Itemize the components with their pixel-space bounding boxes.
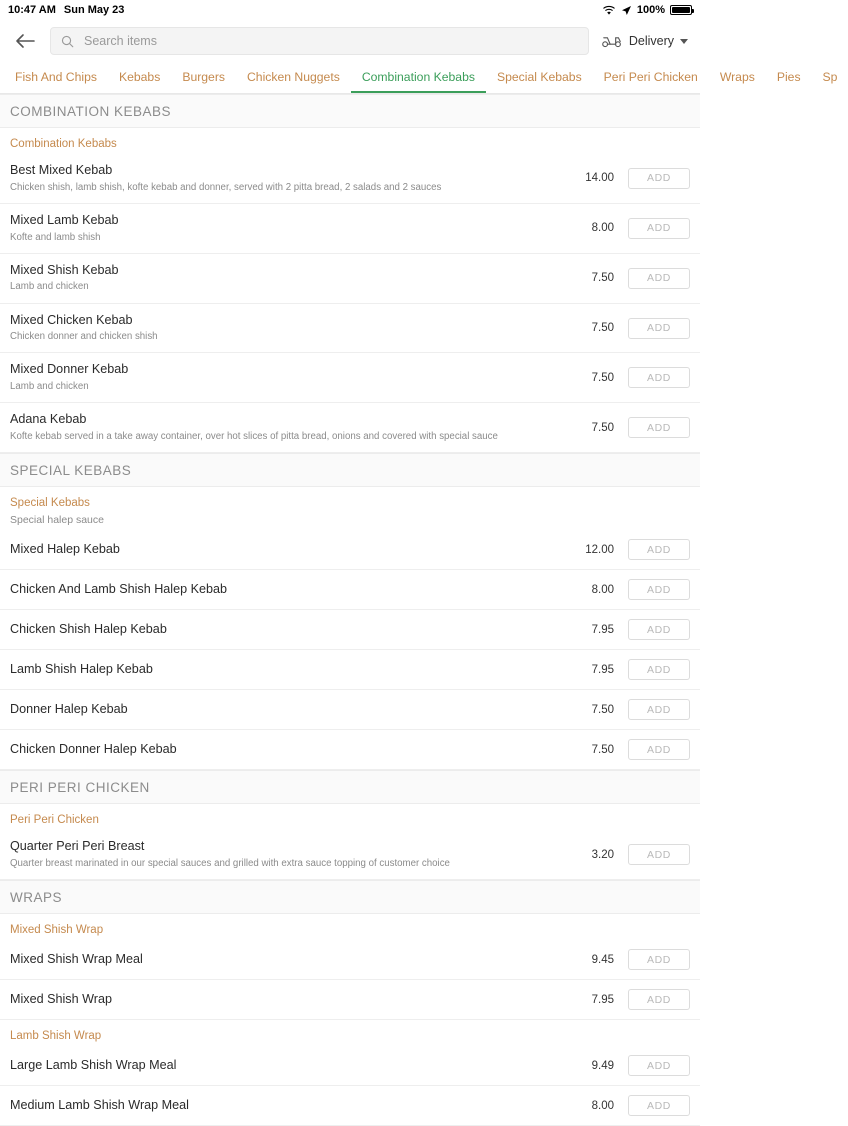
arrow-left-icon[interactable] <box>12 28 38 54</box>
tab-fish-and-chips[interactable]: Fish And Chips <box>15 69 97 84</box>
menu-item-name: Lamb Shish Halep Kebab <box>10 661 153 676</box>
tab-chicken-nuggets[interactable]: Chicken Nuggets <box>247 69 340 84</box>
menu-item-description: Kofte and lamb shish <box>10 231 101 243</box>
menu-item-description: Chicken shish, lamb shish, kofte kebab and donner, served with 2 pitta bread, 2 salads and 2 sauces <box>10 181 442 193</box>
add-item-button[interactable]: ADD <box>628 1055 690 1076</box>
menu-item-info <box>10 702 566 718</box>
tab-special-kebabs[interactable]: Special Kebabs <box>496 69 582 84</box>
menu-item-row[interactable] <box>0 353 700 403</box>
menu-item-price: 9.49 <box>591 1059 614 1072</box>
delivery-selector[interactable] <box>601 34 688 48</box>
menu-item-description: Quarter breast marinated in our special sauces and grilled with extra sauce topping of customer choice <box>10 857 450 869</box>
delivery-label: Delivery <box>628 34 674 48</box>
menu-item-name: Mixed Lamb Kebab <box>10 212 119 227</box>
add-item-button[interactable]: ADD <box>628 659 690 680</box>
tab-kebabs[interactable]: Kebabs <box>118 69 161 84</box>
tab-wraps[interactable]: Wraps <box>719 69 755 84</box>
chevron-down-icon <box>680 39 688 44</box>
menu-item-info <box>10 362 566 393</box>
menu-item-info <box>10 412 566 443</box>
menu-item-row[interactable] <box>0 254 700 304</box>
menu-item-price: 7.50 <box>591 371 614 384</box>
menu-item-row[interactable] <box>0 570 700 610</box>
search-header <box>0 20 700 62</box>
menu-item-name: Medium Lamb Shish Wrap Meal <box>10 1097 189 1112</box>
menu-item-row[interactable] <box>0 154 700 204</box>
menu-item-name: Adana Kebab <box>10 412 87 427</box>
add-item-button[interactable]: ADD <box>628 844 690 865</box>
menu-item-name: Large Lamb Shish Wrap Meal <box>10 1057 177 1072</box>
tab-peri-peri-chicken[interactable]: Peri Peri Chicken <box>603 69 698 84</box>
add-item-button[interactable]: ADD <box>628 318 690 339</box>
menu-item-info <box>10 313 566 344</box>
menu-item-info <box>10 1098 566 1114</box>
menu-item-info <box>10 1058 566 1074</box>
menu-item-row[interactable] <box>0 1046 700 1086</box>
menu-item-name: Mixed Shish Kebab <box>10 262 119 277</box>
tab-combination-kebabs[interactable]: Combination Kebabs <box>351 62 486 93</box>
search-box[interactable] <box>50 27 589 55</box>
menu-item-row[interactable] <box>0 1086 700 1126</box>
menu-item-price: 7.50 <box>591 743 614 756</box>
menu-item-name: Mixed Chicken Kebab <box>10 312 133 327</box>
menu-item-name: Chicken Donner Halep Kebab <box>10 741 177 756</box>
tab-burgers[interactable]: Burgers <box>182 69 225 84</box>
add-item-button[interactable]: ADD <box>628 539 690 560</box>
section-header: PERI PERI CHICKEN <box>0 770 700 804</box>
tab-sp[interactable]: Sp <box>822 69 838 84</box>
section-header: WRAPS <box>0 880 700 914</box>
moped-icon <box>601 34 623 48</box>
subsection-note: Special halep sauce <box>10 514 104 527</box>
search-input[interactable] <box>82 33 578 49</box>
menu-list[interactable] <box>0 94 700 1112</box>
status-time: 10:47 AM <box>8 4 56 16</box>
menu-item-price: 3.20 <box>591 848 614 861</box>
subsection-label: Special Kebabs <box>10 497 90 510</box>
menu-item-price: 8.00 <box>591 583 614 596</box>
menu-item-price: 9.45 <box>591 953 614 966</box>
add-item-button[interactable]: ADD <box>628 619 690 640</box>
menu-item-info <box>10 582 566 598</box>
menu-item-price: 7.50 <box>591 322 614 334</box>
menu-item-name: Mixed Donner Kebab <box>10 362 129 377</box>
menu-item-name: Best Mixed Kebab <box>10 163 113 177</box>
subsection-label: Peri Peri Chicken <box>10 814 99 827</box>
menu-item-row[interactable] <box>0 610 700 650</box>
add-item-button[interactable]: ADD <box>628 949 690 970</box>
menu-item-row[interactable] <box>0 830 700 880</box>
menu-item-name: Mixed Shish Wrap Meal <box>10 951 143 966</box>
menu-item-price: 7.50 <box>591 272 614 285</box>
menu-item-name: Donner Halep Kebab <box>10 701 128 716</box>
menu-item-name: Mixed Shish Wrap <box>10 991 112 1006</box>
add-item-button[interactable]: ADD <box>628 218 690 239</box>
menu-item-name: Mixed Halep Kebab <box>10 541 120 556</box>
menu-item-row[interactable] <box>0 980 700 1020</box>
menu-item-row[interactable] <box>0 650 700 690</box>
menu-item-info <box>10 263 566 294</box>
battery-full-icon <box>670 5 692 15</box>
status-date: Sun May 23 <box>63 4 125 16</box>
menu-item-info <box>10 163 566 194</box>
menu-item-name: Chicken And Lamb Shish Halep Kebab <box>10 581 228 596</box>
add-item-button[interactable]: ADD <box>628 367 690 388</box>
add-item-button[interactable]: ADD <box>628 1095 690 1116</box>
subsection-label: Combination Kebabs <box>10 138 117 150</box>
menu-item-row[interactable] <box>0 690 700 730</box>
add-item-button[interactable]: ADD <box>628 989 690 1010</box>
menu-item-row[interactable] <box>0 530 700 570</box>
battery-percent-label: 100% <box>636 4 665 16</box>
add-item-button[interactable]: ADD <box>628 268 690 289</box>
location-arrow-icon <box>621 5 632 16</box>
menu-item-price: 7.95 <box>591 623 614 636</box>
section-header: SPECIAL KEBABS <box>0 453 700 487</box>
menu-item-info <box>10 952 566 968</box>
menu-item-price: 7.50 <box>591 703 614 716</box>
menu-item-info <box>10 213 566 244</box>
menu-item-price: 7.95 <box>591 993 614 1006</box>
menu-item-price: 7.95 <box>591 663 614 676</box>
tab-pies[interactable]: Pies <box>776 69 801 84</box>
menu-item-info <box>10 542 566 558</box>
menu-item-description: Kofte kebab served in a take away container, over hot slices of pitta bread, onions and covered with special sauce <box>10 431 498 443</box>
menu-item-name: Chicken Shish Halep Kebab <box>10 621 167 636</box>
menu-item-name: Quarter Peri Peri Breast <box>10 839 145 854</box>
category-tabs[interactable] <box>0 62 838 94</box>
wifi-icon <box>602 5 616 16</box>
menu-item-price: 7.50 <box>591 421 614 434</box>
menu-item-info <box>10 662 566 678</box>
menu-item-row[interactable] <box>0 940 700 980</box>
add-item-button[interactable]: ADD <box>628 699 690 720</box>
add-item-button[interactable]: ADD <box>628 739 690 760</box>
menu-item-price: 14.00 <box>585 172 614 185</box>
subsection-label: Mixed Shish Wrap <box>10 924 104 937</box>
menu-item-price: 8.00 <box>591 222 614 235</box>
add-item-button[interactable]: ADD <box>628 168 690 189</box>
menu-item-info <box>10 742 566 758</box>
subsection-label: Lamb Shish Wrap <box>10 1030 102 1043</box>
menu-item-price: 12.00 <box>585 543 614 556</box>
search-icon <box>61 35 74 48</box>
menu-item-info <box>10 622 566 638</box>
menu-item-row[interactable] <box>0 204 700 254</box>
menu-item-row[interactable] <box>0 730 700 770</box>
menu-item-row[interactable] <box>0 403 700 453</box>
add-item-button[interactable]: ADD <box>628 579 690 600</box>
menu-item-row[interactable] <box>0 304 700 354</box>
menu-item-price: 8.00 <box>591 1099 614 1112</box>
add-item-button[interactable]: ADD <box>628 417 690 438</box>
menu-item-info <box>10 992 566 1008</box>
menu-item-description: Lamb and chicken <box>10 381 89 393</box>
section-header: COMBINATION KEBABS <box>0 94 700 128</box>
menu-item-description: Lamb and chicken <box>10 281 89 293</box>
menu-item-description: Chicken donner and chicken shish <box>10 331 158 343</box>
menu-item-info <box>10 839 566 870</box>
status-bar <box>0 0 700 20</box>
